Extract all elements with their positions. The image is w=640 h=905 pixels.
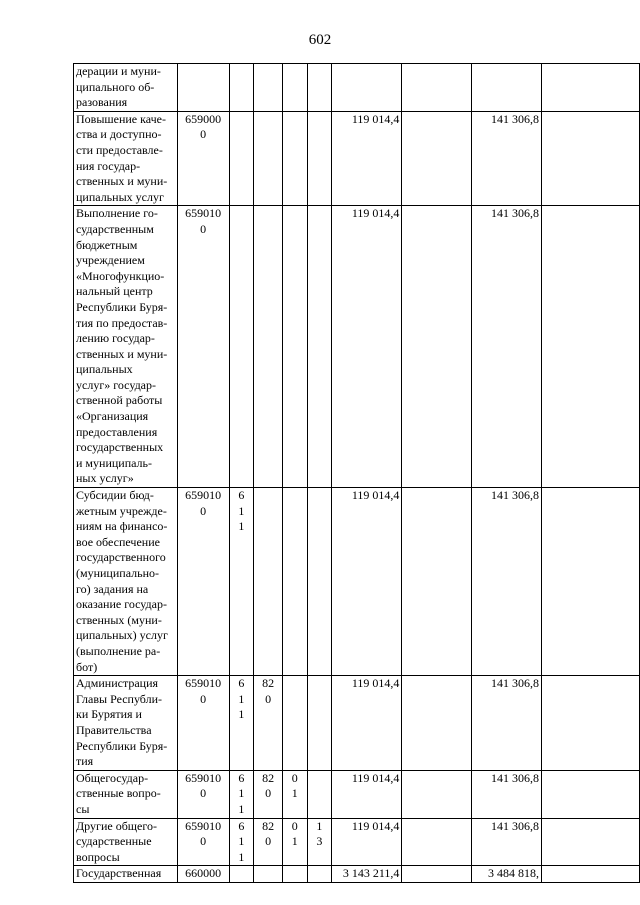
row-pr <box>307 111 332 206</box>
budget-table <box>73 63 640 883</box>
row-vr: 6 1 1 <box>229 488 254 676</box>
row-name: Субсидии бюд- жетным учрежде- ниям на финансо- вое обеспечение государственного (муниципально- го) задания на оказание государ- ственных (муни- ципальных) услуг (выполнение ра- бот) <box>74 488 178 676</box>
row-rz: 0 1 <box>282 818 307 866</box>
row-name: Выполнение го- сударственным бюджетным учреждением «Многофункцио- нальный центр Республики Буря- тия по предостав- лению государ- ственных и муни- ципальных услуг» государ- ственной работы «Организация предоставления государственных и муниципаль- ных услуг» <box>74 206 178 488</box>
row-name: Повышение каче- ства и доступно- сти предоставле- ния государ- ственных и муни- ципальных услуг <box>74 111 178 206</box>
row-csr: 659010 0 <box>177 770 229 818</box>
row-empty-2 <box>542 818 640 866</box>
table-row <box>74 866 640 883</box>
row-empty-1 <box>402 64 472 112</box>
row-vr <box>229 866 254 883</box>
row-rz <box>282 64 307 112</box>
table-row <box>74 206 640 488</box>
table-row <box>74 488 640 676</box>
table-row <box>74 676 640 771</box>
row-name: Другие общего- сударственные вопросы <box>74 818 178 866</box>
row-pr <box>307 866 332 883</box>
row-pr <box>307 488 332 676</box>
row-sum-1: 119 014,4 <box>332 818 402 866</box>
row-name: Государственная <box>74 866 178 883</box>
row-csr: 660000 <box>177 866 229 883</box>
row-empty-1 <box>402 111 472 206</box>
row-pr <box>307 64 332 112</box>
table-row <box>74 818 640 866</box>
row-vr: 6 1 1 <box>229 770 254 818</box>
row-name: дерации и муни- ципального об- разования <box>74 64 178 112</box>
row-empty-2 <box>542 206 640 488</box>
row-empty-2 <box>542 488 640 676</box>
row-vr <box>229 64 254 112</box>
row-csr: 659010 0 <box>177 676 229 771</box>
row-grbs: 82 0 <box>254 770 283 818</box>
row-rz <box>282 111 307 206</box>
row-empty-1 <box>402 818 472 866</box>
row-csr: 659000 0 <box>177 111 229 206</box>
row-sum-2 <box>471 64 541 112</box>
row-vr <box>229 111 254 206</box>
row-grbs: 82 0 <box>254 676 283 771</box>
row-grbs <box>254 488 283 676</box>
row-sum-2: 141 306,8 <box>471 818 541 866</box>
row-rz <box>282 676 307 771</box>
page-number: 602 <box>308 32 332 48</box>
row-empty-2 <box>542 64 640 112</box>
row-vr: 6 1 1 <box>229 676 254 771</box>
row-empty-1 <box>402 206 472 488</box>
row-sum-2: 141 306,8 <box>471 676 541 771</box>
row-sum-1: 119 014,4 <box>332 770 402 818</box>
row-pr <box>307 206 332 488</box>
row-csr: 659010 0 <box>177 206 229 488</box>
row-sum-1 <box>332 64 402 112</box>
row-grbs: 82 0 <box>254 818 283 866</box>
row-empty-2 <box>542 111 640 206</box>
row-sum-1: 119 014,4 <box>332 488 402 676</box>
row-rz <box>282 488 307 676</box>
row-pr: 1 3 <box>307 818 332 866</box>
row-csr: 659010 0 <box>177 818 229 866</box>
row-sum-1: 119 014,4 <box>332 676 402 771</box>
table-row <box>74 64 640 112</box>
row-grbs <box>254 111 283 206</box>
row-name: Общегосудар- ственные вопро- сы <box>74 770 178 818</box>
row-sum-2: 141 306,8 <box>471 111 541 206</box>
row-sum-1: 119 014,4 <box>332 111 402 206</box>
row-grbs <box>254 206 283 488</box>
row-grbs <box>254 64 283 112</box>
row-vr <box>229 206 254 488</box>
row-empty-2 <box>542 866 640 883</box>
row-sum-1: 3 143 211,4 <box>332 866 402 883</box>
row-empty-1 <box>402 866 472 883</box>
row-rz: 0 1 <box>282 770 307 818</box>
row-pr <box>307 676 332 771</box>
row-csr: 659010 0 <box>177 488 229 676</box>
row-pr <box>307 770 332 818</box>
row-vr: 6 1 1 <box>229 818 254 866</box>
row-sum-2: 141 306,8 <box>471 770 541 818</box>
row-empty-1 <box>402 770 472 818</box>
row-empty-1 <box>402 488 472 676</box>
row-name: Администрация Главы Республи- ки Бурятия и Правительства Республики Буря- тия <box>74 676 178 771</box>
table-row <box>74 770 640 818</box>
row-sum-2: 141 306,8 <box>471 488 541 676</box>
row-sum-2: 141 306,8 <box>471 206 541 488</box>
row-grbs <box>254 866 283 883</box>
row-empty-2 <box>542 676 640 771</box>
row-csr <box>177 64 229 112</box>
table-row <box>74 111 640 206</box>
row-empty-2 <box>542 770 640 818</box>
row-sum-2: 3 484 818, <box>471 866 541 883</box>
row-rz <box>282 206 307 488</box>
row-rz <box>282 866 307 883</box>
row-sum-1: 119 014,4 <box>332 206 402 488</box>
row-empty-1 <box>402 676 472 771</box>
